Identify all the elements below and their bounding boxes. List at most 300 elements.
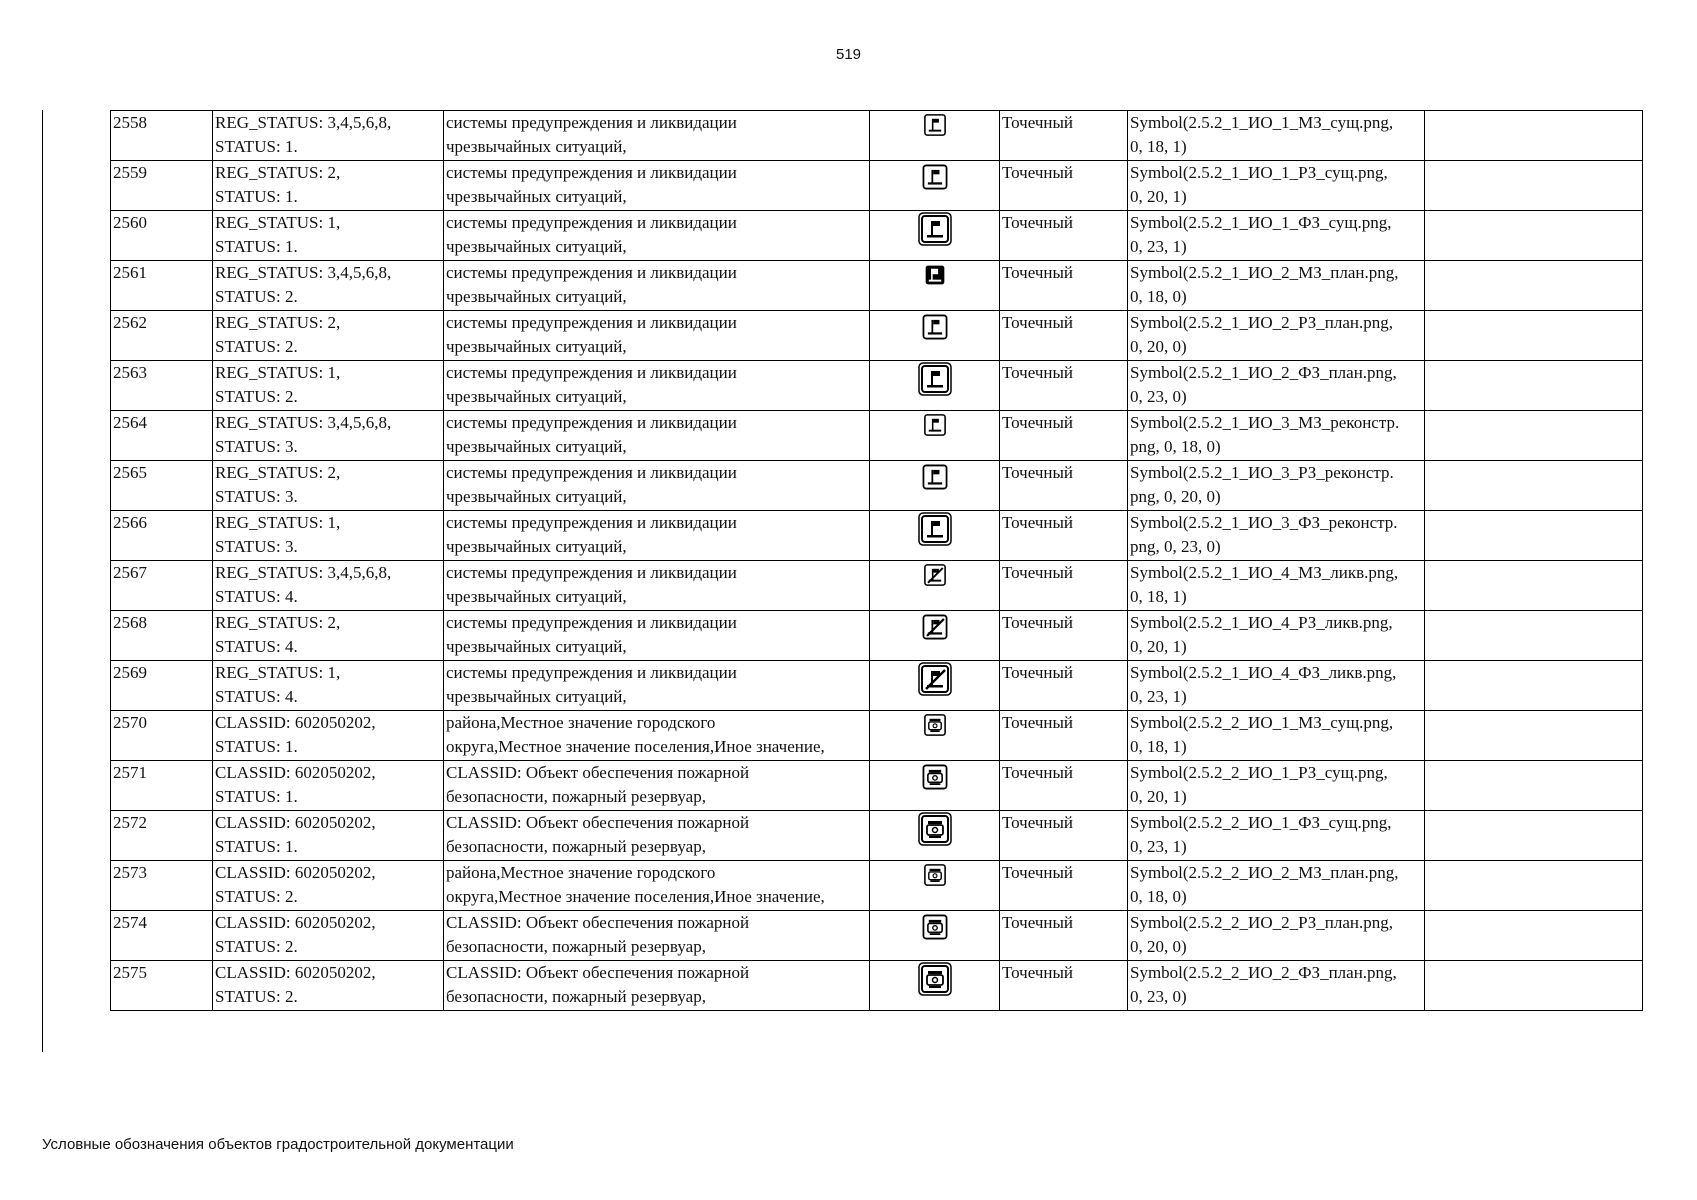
condition-cell <box>213 411 444 461</box>
description-line: чрезвычайных ситуаций, <box>446 487 627 506</box>
flag-filled-icon <box>921 261 949 296</box>
condition-cell <box>213 811 444 861</box>
symbol-expression-cell <box>1128 561 1425 611</box>
flag-small-icon <box>921 111 949 146</box>
symbol-expression-line: Symbol(2.5.2_1_ИО_1_МЗ_сущ.png, <box>1130 113 1394 132</box>
condition-line: STATUS: 4. <box>215 687 298 706</box>
symbol-expression-cell <box>1128 211 1425 261</box>
symbol-expression-cell <box>1128 711 1425 761</box>
table-row <box>111 861 1643 911</box>
symbol-expression-line: png, 0, 23, 0) <box>1130 537 1221 556</box>
symbol-expression-line: 0, 23, 0) <box>1130 387 1187 406</box>
symbol-expression-line: Symbol(2.5.2_1_ИО_4_ФЗ_ликв.png, <box>1130 663 1397 682</box>
fire-tank-small-icon <box>921 861 949 896</box>
table-row <box>111 611 1643 661</box>
condition-lines <box>215 711 441 759</box>
geometry-type-cell: Точечный <box>1000 311 1128 361</box>
description-lines <box>446 511 867 559</box>
row-number: 2558 <box>111 111 213 161</box>
symbol-cell <box>870 911 1000 961</box>
fire-tank-medium-icon <box>919 761 951 800</box>
symbol-expression-line: 0, 20, 1) <box>1130 637 1187 656</box>
symbol-cell <box>870 461 1000 511</box>
condition-line: STATUS: 2. <box>215 887 298 906</box>
condition-line: REG_STATUS: 2, <box>215 163 341 182</box>
empty-cell <box>1425 361 1643 411</box>
description-line: безопасности, пожарный резервуар, <box>446 837 706 856</box>
description-lines <box>446 611 867 659</box>
description-line: системы предупреждения и ликвидации <box>446 263 737 282</box>
empty-cell <box>1425 261 1643 311</box>
symbol-cell <box>870 361 1000 411</box>
condition-lines <box>215 211 441 259</box>
condition-lines <box>215 561 441 609</box>
symbol-expression-cell <box>1128 111 1425 161</box>
geometry-type-cell: Точечный <box>1000 711 1128 761</box>
condition-line: STATUS: 1. <box>215 787 298 806</box>
left-margin-rule <box>42 110 43 1052</box>
description-line: системы предупреждения и ликвидации <box>446 413 737 432</box>
description-lines <box>446 311 867 359</box>
symbol-cell <box>870 661 1000 711</box>
description-lines <box>446 811 867 859</box>
symbol-expression-line: 0, 23, 1) <box>1130 837 1187 856</box>
description-line: округа,Местное значение поселения,Иное значение, <box>446 737 825 756</box>
row-number: 2559 <box>111 161 213 211</box>
condition-lines <box>215 961 441 1009</box>
description-line: CLASSID: Объект обеспечения пожарной <box>446 963 750 982</box>
symbol-expression-cell <box>1128 961 1425 1011</box>
flag-large-icon <box>917 511 953 554</box>
description-cell <box>444 161 870 211</box>
symbol-expression-line: Symbol(2.5.2_2_ИО_1_МЗ_сущ.png, <box>1130 713 1394 732</box>
symbol-expression-lines <box>1130 811 1422 859</box>
condition-lines <box>215 461 441 509</box>
footer-text: Условные обозначения объектов градостроительной документации <box>42 1136 514 1153</box>
symbol-expression-lines <box>1130 261 1422 309</box>
geometry-type-cell: Точечный <box>1000 261 1128 311</box>
symbol-expression-line: Symbol(2.5.2_2_ИО_1_ФЗ_сущ.png, <box>1130 813 1392 832</box>
condition-lines <box>215 911 441 959</box>
description-line: чрезвычайных ситуаций, <box>446 237 627 256</box>
condition-line: REG_STATUS: 1, <box>215 513 341 532</box>
symbol-expression-line: 0, 23, 0) <box>1130 987 1187 1006</box>
condition-lines <box>215 761 441 809</box>
table-row <box>111 961 1643 1011</box>
description-lines <box>446 761 867 809</box>
condition-line: REG_STATUS: 3,4,5,6,8, <box>215 263 392 282</box>
empty-cell <box>1425 911 1643 961</box>
symbol-expression-lines <box>1130 361 1422 409</box>
description-line: чрезвычайных ситуаций, <box>446 187 627 206</box>
condition-line: REG_STATUS: 1, <box>215 663 341 682</box>
symbol-expression-line: png, 0, 20, 0) <box>1130 487 1221 506</box>
description-cell <box>444 461 870 511</box>
symbol-expression-lines <box>1130 211 1422 259</box>
table-body <box>111 111 1643 1011</box>
symbol-expression-cell <box>1128 811 1425 861</box>
geometry-type-cell: Точечный <box>1000 361 1128 411</box>
symbol-expression-line: 0, 20, 1) <box>1130 187 1187 206</box>
description-cell <box>444 861 870 911</box>
condition-line: CLASSID: 602050202, <box>215 863 376 882</box>
symbol-cell <box>870 561 1000 611</box>
description-cell <box>444 261 870 311</box>
table-row <box>111 461 1643 511</box>
description-lines <box>446 111 867 159</box>
description-cell <box>444 811 870 861</box>
description-line: системы предупреждения и ликвидации <box>446 613 737 632</box>
condition-lines <box>215 411 441 459</box>
description-cell <box>444 911 870 961</box>
description-line: чрезвычайных ситуаций, <box>446 687 627 706</box>
condition-line: REG_STATUS: 2, <box>215 613 341 632</box>
symbol-expression-cell <box>1128 261 1425 311</box>
symbol-expression-line: Symbol(2.5.2_1_ИО_1_ФЗ_сущ.png, <box>1130 213 1392 232</box>
description-line: системы предупреждения и ликвидации <box>446 363 737 382</box>
table-row <box>111 761 1643 811</box>
symbol-table <box>110 110 1643 1011</box>
row-number: 2570 <box>111 711 213 761</box>
row-number: 2573 <box>111 861 213 911</box>
geometry-type-cell: Точечный <box>1000 811 1128 861</box>
condition-cell <box>213 861 444 911</box>
row-number: 2575 <box>111 961 213 1011</box>
symbol-expression-line: Symbol(2.5.2_2_ИО_2_РЗ_план.png, <box>1130 913 1394 932</box>
symbol-expression-line: Symbol(2.5.2_1_ИО_2_ФЗ_план.png, <box>1130 363 1397 382</box>
condition-lines <box>215 111 441 159</box>
symbol-expression-lines <box>1130 961 1422 1009</box>
condition-line: CLASSID: 602050202, <box>215 763 376 782</box>
symbol-expression-cell <box>1128 361 1425 411</box>
row-number: 2565 <box>111 461 213 511</box>
condition-line: STATUS: 1. <box>215 187 298 206</box>
condition-lines <box>215 811 441 859</box>
condition-line: STATUS: 2. <box>215 937 298 956</box>
symbol-expression-line: 0, 20, 0) <box>1130 937 1187 956</box>
description-lines <box>446 261 867 309</box>
flag-crossed-medium-icon <box>919 611 951 650</box>
symbol-expression-line: Symbol(2.5.2_2_ИО_1_РЗ_сущ.png, <box>1130 763 1388 782</box>
condition-line: STATUS: 3. <box>215 437 298 456</box>
geometry-type-cell: Точечный <box>1000 511 1128 561</box>
description-line: безопасности, пожарный резервуар, <box>446 937 706 956</box>
condition-lines <box>215 161 441 209</box>
symbol-cell <box>870 261 1000 311</box>
geometry-type-cell: Точечный <box>1000 161 1128 211</box>
description-cell <box>444 361 870 411</box>
table-row <box>111 711 1643 761</box>
condition-line: STATUS: 2. <box>215 337 298 356</box>
condition-cell <box>213 761 444 811</box>
symbol-expression-line: Symbol(2.5.2_1_ИО_2_МЗ_план.png, <box>1130 263 1399 282</box>
empty-cell <box>1425 511 1643 561</box>
condition-line: REG_STATUS: 3,4,5,6,8, <box>215 413 392 432</box>
symbol-expression-line: Symbol(2.5.2_1_ИО_4_МЗ_ликв.png, <box>1130 563 1399 582</box>
symbol-expression-cell <box>1128 161 1425 211</box>
symbol-expression-line: 0, 23, 1) <box>1130 687 1187 706</box>
table-row <box>111 261 1643 311</box>
condition-line: STATUS: 3. <box>215 537 298 556</box>
symbol-cell <box>870 411 1000 461</box>
flag-large-icon <box>917 361 953 404</box>
row-number: 2569 <box>111 661 213 711</box>
symbol-expression-lines <box>1130 411 1422 459</box>
empty-cell <box>1425 961 1643 1011</box>
description-line: CLASSID: Объект обеспечения пожарной <box>446 813 750 832</box>
description-line: района,Местное значение городского <box>446 863 716 882</box>
symbol-expression-cell <box>1128 461 1425 511</box>
table-row <box>111 211 1643 261</box>
symbol-expression-line: Symbol(2.5.2_1_ИО_3_ФЗ_реконстр. <box>1130 513 1398 532</box>
symbol-expression-line: Symbol(2.5.2_1_ИО_2_РЗ_план.png, <box>1130 313 1394 332</box>
condition-line: STATUS: 2. <box>215 987 298 1006</box>
geometry-type-cell: Точечный <box>1000 761 1128 811</box>
geometry-type-cell: Точечный <box>1000 561 1128 611</box>
fire-tank-large-icon <box>917 961 953 1004</box>
description-line: чрезвычайных ситуаций, <box>446 137 627 156</box>
description-cell <box>444 511 870 561</box>
row-number: 2574 <box>111 911 213 961</box>
description-line: системы предупреждения и ликвидации <box>446 313 737 332</box>
row-number: 2572 <box>111 811 213 861</box>
empty-cell <box>1425 311 1643 361</box>
description-lines <box>446 961 867 1009</box>
flag-crossed-large-icon <box>917 661 953 704</box>
table-row <box>111 161 1643 211</box>
condition-line: REG_STATUS: 1, <box>215 363 341 382</box>
condition-cell <box>213 661 444 711</box>
row-number: 2567 <box>111 561 213 611</box>
table-row <box>111 811 1643 861</box>
empty-cell <box>1425 211 1643 261</box>
condition-cell <box>213 711 444 761</box>
empty-cell <box>1425 111 1643 161</box>
flag-medium-icon <box>919 461 951 500</box>
flag-medium-icon <box>919 311 951 350</box>
condition-cell <box>213 611 444 661</box>
condition-lines <box>215 661 441 709</box>
symbol-expression-lines <box>1130 111 1422 159</box>
symbol-expression-line: 0, 18, 1) <box>1130 587 1187 606</box>
description-lines <box>446 561 867 609</box>
row-number: 2571 <box>111 761 213 811</box>
table-row <box>111 411 1643 461</box>
symbol-cell <box>870 211 1000 261</box>
row-number: 2560 <box>111 211 213 261</box>
symbol-expression-lines <box>1130 611 1422 659</box>
description-lines <box>446 161 867 209</box>
empty-cell <box>1425 461 1643 511</box>
symbol-cell <box>870 611 1000 661</box>
symbol-expression-cell <box>1128 911 1425 961</box>
condition-cell <box>213 161 444 211</box>
symbol-expression-lines <box>1130 661 1422 709</box>
condition-line: STATUS: 1. <box>215 737 298 756</box>
description-lines <box>446 361 867 409</box>
row-number: 2566 <box>111 511 213 561</box>
symbol-expression-cell <box>1128 761 1425 811</box>
condition-cell <box>213 461 444 511</box>
geometry-type-cell: Точечный <box>1000 111 1128 161</box>
empty-cell <box>1425 411 1643 461</box>
symbol-expression-cell <box>1128 861 1425 911</box>
table-row <box>111 561 1643 611</box>
geometry-type-cell: Точечный <box>1000 461 1128 511</box>
symbol-cell <box>870 511 1000 561</box>
fire-tank-large-icon <box>917 811 953 854</box>
symbol-expression-line: 0, 18, 0) <box>1130 287 1187 306</box>
description-lines <box>446 211 867 259</box>
condition-lines <box>215 861 441 909</box>
condition-cell <box>213 361 444 411</box>
description-line: системы предупреждения и ликвидации <box>446 213 737 232</box>
symbol-expression-line: Symbol(2.5.2_1_ИО_3_МЗ_реконстр. <box>1130 413 1400 432</box>
description-line: округа,Местное значение поселения,Иное значение, <box>446 887 825 906</box>
description-cell <box>444 111 870 161</box>
description-lines <box>446 661 867 709</box>
description-cell <box>444 411 870 461</box>
empty-cell <box>1425 611 1643 661</box>
empty-cell <box>1425 811 1643 861</box>
description-line: системы предупреждения и ликвидации <box>446 463 737 482</box>
table-row <box>111 361 1643 411</box>
condition-line: CLASSID: 602050202, <box>215 713 376 732</box>
row-number: 2568 <box>111 611 213 661</box>
symbol-expression-line: 0, 20, 1) <box>1130 787 1187 806</box>
symbol-expression-lines <box>1130 311 1422 359</box>
symbol-expression-line: Symbol(2.5.2_1_ИО_4_РЗ_ликв.png, <box>1130 613 1393 632</box>
description-cell <box>444 561 870 611</box>
empty-cell <box>1425 761 1643 811</box>
description-line: CLASSID: Объект обеспечения пожарной <box>446 913 750 932</box>
symbol-cell <box>870 311 1000 361</box>
condition-line: CLASSID: 602050202, <box>215 913 376 932</box>
symbol-cell <box>870 811 1000 861</box>
page-number: 519 <box>835 46 862 63</box>
symbol-expression-lines <box>1130 761 1422 809</box>
condition-lines <box>215 511 441 559</box>
flag-crossed-small-icon <box>921 561 949 596</box>
description-lines <box>446 411 867 459</box>
condition-line: STATUS: 1. <box>215 837 298 856</box>
geometry-type-cell: Точечный <box>1000 211 1128 261</box>
flag-large-icon <box>917 211 953 254</box>
symbol-expression-lines <box>1130 711 1422 759</box>
description-cell <box>444 711 870 761</box>
table-row <box>111 311 1643 361</box>
condition-cell <box>213 511 444 561</box>
table-row <box>111 911 1643 961</box>
description-cell <box>444 761 870 811</box>
condition-lines <box>215 611 441 659</box>
symbol-expression-lines <box>1130 561 1422 609</box>
condition-cell <box>213 111 444 161</box>
condition-line: STATUS: 1. <box>215 137 298 156</box>
symbol-expression-cell <box>1128 511 1425 561</box>
condition-cell <box>213 211 444 261</box>
condition-line: STATUS: 4. <box>215 637 298 656</box>
empty-cell <box>1425 561 1643 611</box>
geometry-type-cell: Точечный <box>1000 661 1128 711</box>
condition-cell <box>213 911 444 961</box>
description-line: чрезвычайных ситуаций, <box>446 637 627 656</box>
symbol-cell <box>870 711 1000 761</box>
symbol-expression-line: 0, 23, 1) <box>1130 237 1187 256</box>
empty-cell <box>1425 861 1643 911</box>
description-line: системы предупреждения и ликвидации <box>446 513 737 532</box>
symbol-cell <box>870 961 1000 1011</box>
description-lines <box>446 861 867 909</box>
row-number: 2564 <box>111 411 213 461</box>
symbol-cell <box>870 161 1000 211</box>
table-row <box>111 111 1643 161</box>
description-line: чрезвычайных ситуаций, <box>446 437 627 456</box>
symbol-expression-line: 0, 18, 0) <box>1130 887 1187 906</box>
condition-lines <box>215 311 441 359</box>
description-line: безопасности, пожарный резервуар, <box>446 987 706 1006</box>
flag-small-icon <box>921 411 949 446</box>
description-line: чрезвычайных ситуаций, <box>446 587 627 606</box>
symbol-expression-line: png, 0, 18, 0) <box>1130 437 1221 456</box>
description-lines <box>446 911 867 959</box>
symbol-expression-line: 0, 18, 1) <box>1130 137 1187 156</box>
symbol-cell <box>870 761 1000 811</box>
description-line: района,Местное значение городского <box>446 713 716 732</box>
condition-cell <box>213 311 444 361</box>
symbol-expression-line: 0, 18, 1) <box>1130 737 1187 756</box>
symbol-expression-lines <box>1130 461 1422 509</box>
condition-line: REG_STATUS: 2, <box>215 463 341 482</box>
description-line: безопасности, пожарный резервуар, <box>446 787 706 806</box>
symbol-expression-line: 0, 20, 0) <box>1130 337 1187 356</box>
description-line: чрезвычайных ситуаций, <box>446 337 627 356</box>
empty-cell <box>1425 661 1643 711</box>
description-line: чрезвычайных ситуаций, <box>446 287 627 306</box>
fire-tank-small-icon <box>921 711 949 746</box>
table-row <box>111 661 1643 711</box>
symbol-expression-line: Symbol(2.5.2_2_ИО_2_ФЗ_план.png, <box>1130 963 1397 982</box>
symbol-expression-line: Symbol(2.5.2_2_ИО_2_МЗ_план.png, <box>1130 863 1399 882</box>
description-line: чрезвычайных ситуаций, <box>446 387 627 406</box>
row-number: 2561 <box>111 261 213 311</box>
description-lines <box>446 461 867 509</box>
condition-lines <box>215 361 441 409</box>
condition-line: REG_STATUS: 1, <box>215 213 341 232</box>
description-line: системы предупреждения и ликвидации <box>446 113 737 132</box>
geometry-type-cell: Точечный <box>1000 411 1128 461</box>
geometry-type-cell: Точечный <box>1000 911 1128 961</box>
condition-line: STATUS: 2. <box>215 287 298 306</box>
symbol-cell <box>870 861 1000 911</box>
symbol-expression-cell <box>1128 661 1425 711</box>
description-cell <box>444 311 870 361</box>
condition-line: REG_STATUS: 3,4,5,6,8, <box>215 113 392 132</box>
description-line: системы предупреждения и ликвидации <box>446 663 737 682</box>
description-line: CLASSID: Объект обеспечения пожарной <box>446 763 750 782</box>
geometry-type-cell: Точечный <box>1000 961 1128 1011</box>
row-number: 2562 <box>111 311 213 361</box>
description-lines <box>446 711 867 759</box>
description-line: системы предупреждения и ликвидации <box>446 563 737 582</box>
fire-tank-medium-icon <box>919 911 951 950</box>
flag-medium-icon <box>919 161 951 200</box>
condition-line: STATUS: 2. <box>215 387 298 406</box>
symbol-expression-cell <box>1128 311 1425 361</box>
description-cell <box>444 961 870 1011</box>
condition-line: STATUS: 1. <box>215 237 298 256</box>
symbol-expression-line: Symbol(2.5.2_1_ИО_1_РЗ_сущ.png, <box>1130 163 1388 182</box>
